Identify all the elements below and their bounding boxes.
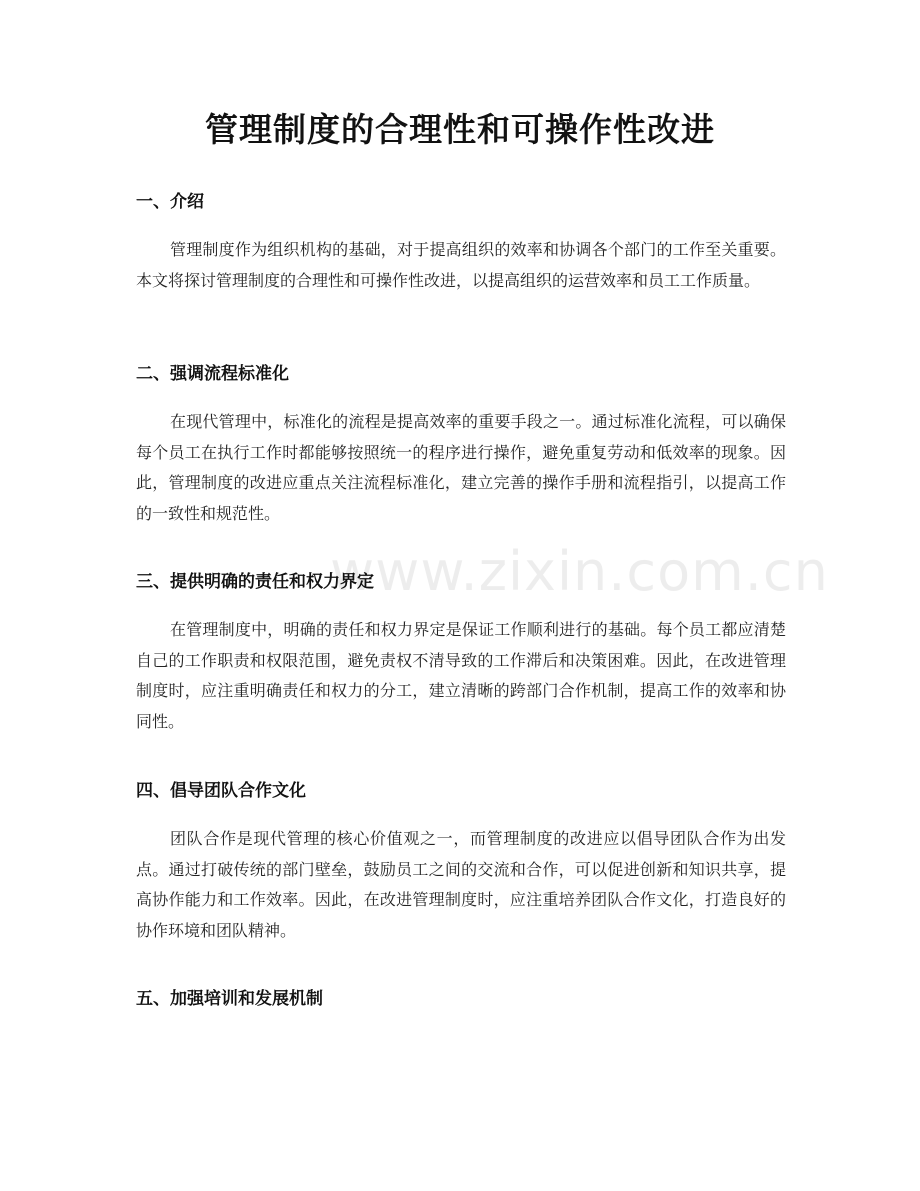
section-heading: 三、提供明确的责任和权力界定: [136, 572, 374, 592]
section-teamwork-culture: [136, 776, 786, 946]
section-heading: 二、强调流程标准化: [136, 364, 289, 384]
section-paragraph: 在管理制度中，明确的责任和权力界定是保证工作顺利进行的基础。每个员工都应清楚自己的工作职责和权限范围，避免责权不清导致的工作滞后和决策困难。因此，在改进管理制度时，应注重明确责任和权力的分工，建立清晰的跨部门合作机制，提高工作的效率和协同性。: [136, 620, 786, 731]
section-heading: 一、介绍: [136, 192, 204, 212]
section-paragraph: 团队合作是现代管理的核心价值观之一，而管理制度的改进应以倡导团队合作为出发点。通过打破传统的部门壁垒，鼓励员工之间的交流和合作，可以促进创新和知识共享，提高协作能力和工作效率。因此，在改进管理制度时，应注重培养团队合作文化，打造良好的协作环境和团队精神。: [136, 829, 786, 940]
document-title: 管理制度的合理性和可操作性改进: [205, 110, 715, 149]
section-paragraph: 在现代管理中，标准化的流程是提高效率的重要手段之一。通过标准化流程，可以确保每个员工在执行工作时都能够按照统一的程序进行操作，避免重复劳动和低效率的现象。因此，管理制度的改进应重点关注流程标准化，建立完善的操作手册和流程指引，以提高工作的一致性和规范性。: [136, 412, 786, 523]
section-process-standardization: [136, 359, 786, 529]
section-responsibility-authority: [136, 567, 786, 737]
watermark: www.zixin.com.cn: [330, 540, 829, 603]
section-heading: 五、加强培训和发展机制: [136, 989, 323, 1009]
section-heading: 四、倡导团队合作文化: [136, 781, 306, 801]
section-training-development: [136, 984, 786, 1014]
section-paragraph: 管理制度作为组织机构的基础，对于提高组织的效率和协调各个部门的工作至关重要。本文将探讨管理制度的合理性和可操作性改进，以提高组织的运营效率和员工工作质量。: [136, 240, 786, 290]
section-introduction: [136, 187, 786, 296]
